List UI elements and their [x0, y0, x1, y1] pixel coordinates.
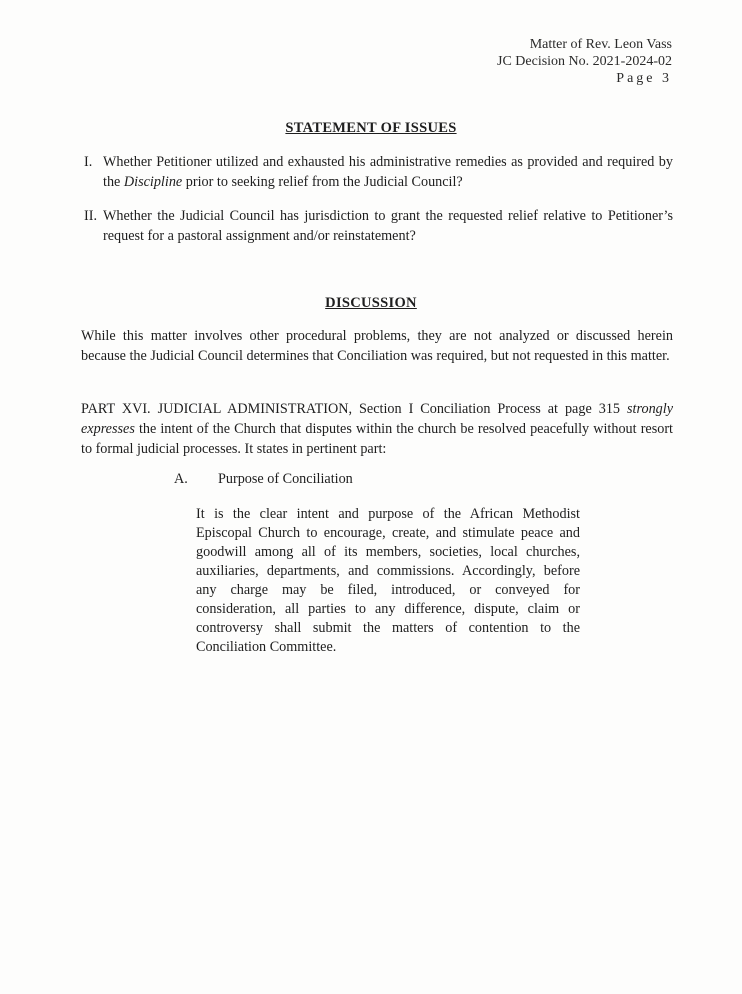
- issue-item: [84, 152, 673, 192]
- discussion-paragraph: PART XVI. JUDICIAL ADMINISTRATION, Section I Conciliation Process at page 315 strongly expresses the intent of the Church that disputes within the church be resolved peacefully without resort to formal judicial processes. It states in pertinent part:: [81, 401, 673, 457]
- issue-number: II.: [84, 208, 97, 224]
- header-decision-number: JC Decision No. 2021-2024-02: [497, 54, 672, 69]
- issue-text: Whether the Judicial Council has jurisdiction to grant the requested relief relative to Petitioner’s request for a pastoral assignment and/or reinstatement?: [103, 208, 673, 244]
- discussion-paragraph: While this matter involves other procedural problems, they are not analyzed or discussed herein because the Judicial Council determines that Conciliation was required, but not requested in this matter.: [81, 328, 673, 364]
- statement-of-issues-heading: STATEMENT OF ISSUES: [285, 120, 457, 136]
- header-page-number: Page 3: [616, 71, 672, 86]
- subsection-title: Purpose of Conciliation: [218, 471, 353, 487]
- subsection-letter: A.: [174, 471, 188, 487]
- subsection-heading: [174, 469, 353, 489]
- issue-number: I.: [84, 154, 93, 170]
- header-matter: Matter of Rev. Leon Vass: [529, 37, 672, 52]
- issue-item: [84, 206, 673, 246]
- issue-text: Whether Petitioner utilized and exhausted his administrative remedies as provided and required by the Discipline prior to seeking relief from the Judicial Council?: [103, 154, 673, 190]
- discussion-heading: DISCUSSION: [325, 295, 417, 311]
- page-header: [497, 36, 672, 87]
- block-quote: It is the clear intent and purpose of the African Methodist Episcopal Church to encourage, create, and stimulate peace and goodwill among all of its members, societies, local churches, auxiliaries, departments, and commissions. Accordingly, before any charge may be filed, introduced, or conveyed for consideration, all parties to any difference, dispute, claim or controversy shall submit the matters of contention to the Conciliation Committee.: [196, 506, 580, 655]
